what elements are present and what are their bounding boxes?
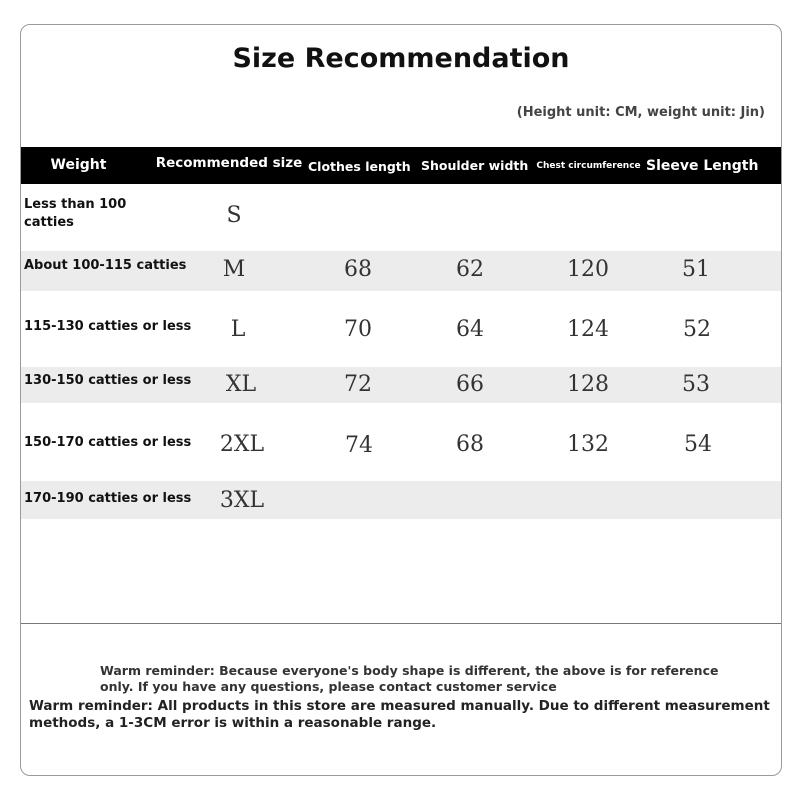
header-recommended-size: Recommended size [155,155,303,171]
row-weight: Less than 100 catties [24,197,127,230]
row-weight: About 100-115 catties [24,258,187,273]
row-size: M [222,257,246,282]
table-row [21,403,781,481]
row-chest: 128 [567,372,609,397]
header-shoulder-width: Shoulder width [421,158,529,173]
table-row [21,184,781,251]
table-header [21,147,781,184]
header-sleeve-length: Sleeve Length [646,158,759,174]
row-clothes-length: 74 [345,433,373,458]
row-sleeve: 52 [683,317,711,342]
section-divider [21,623,781,624]
row-shoulder-width: 64 [456,317,484,342]
row-shoulder-width: 68 [456,432,484,457]
table-row [21,251,781,291]
row-weight: 130-150 catties or less [24,373,192,388]
table-row [21,291,781,367]
row-shoulder-width: 62 [456,257,484,282]
row-sleeve: 53 [682,372,710,397]
header-clothes-length: Clothes length [308,159,411,174]
table-row [21,367,781,403]
row-weight: 150-170 catties or less [24,435,192,450]
row-clothes-length: 72 [344,372,372,397]
warm-reminder-1: Warm reminder: Because everyone's body shape is different, the above is for reference only. If you have any questions, please contact customer service [100,663,719,694]
row-chest: 132 [567,432,609,457]
row-sleeve: 51 [682,257,710,282]
row-size: L [230,317,246,342]
row-clothes-length: 68 [344,257,372,282]
row-weight: 115-130 catties or less [24,319,192,334]
row-size: XL [225,372,257,397]
unit-note: (Height unit: CM, weight unit: Jin) [516,105,765,120]
row-sleeve: 54 [684,432,712,457]
row-chest: 120 [567,257,609,282]
row-chest: 124 [567,317,609,342]
row-weight: 170-190 catties or less [24,491,192,506]
row-size: 2XL [219,432,265,457]
row-size: 3XL [219,488,265,513]
table-row [21,481,781,519]
warm-reminder-2: Warm reminder: All products in this store are measured manually. Due to different measurement methods, a 1-3CM error is within a reasonable range. [29,698,770,731]
header-weight: Weight [50,157,107,173]
row-clothes-length: 70 [344,317,372,342]
row-shoulder-width: 66 [456,372,484,397]
page-title: Size Recommendation [232,43,570,74]
header-chest-circumference: Chest circumference [536,161,641,171]
size-chart-card [20,24,782,776]
row-size: S [226,203,242,228]
